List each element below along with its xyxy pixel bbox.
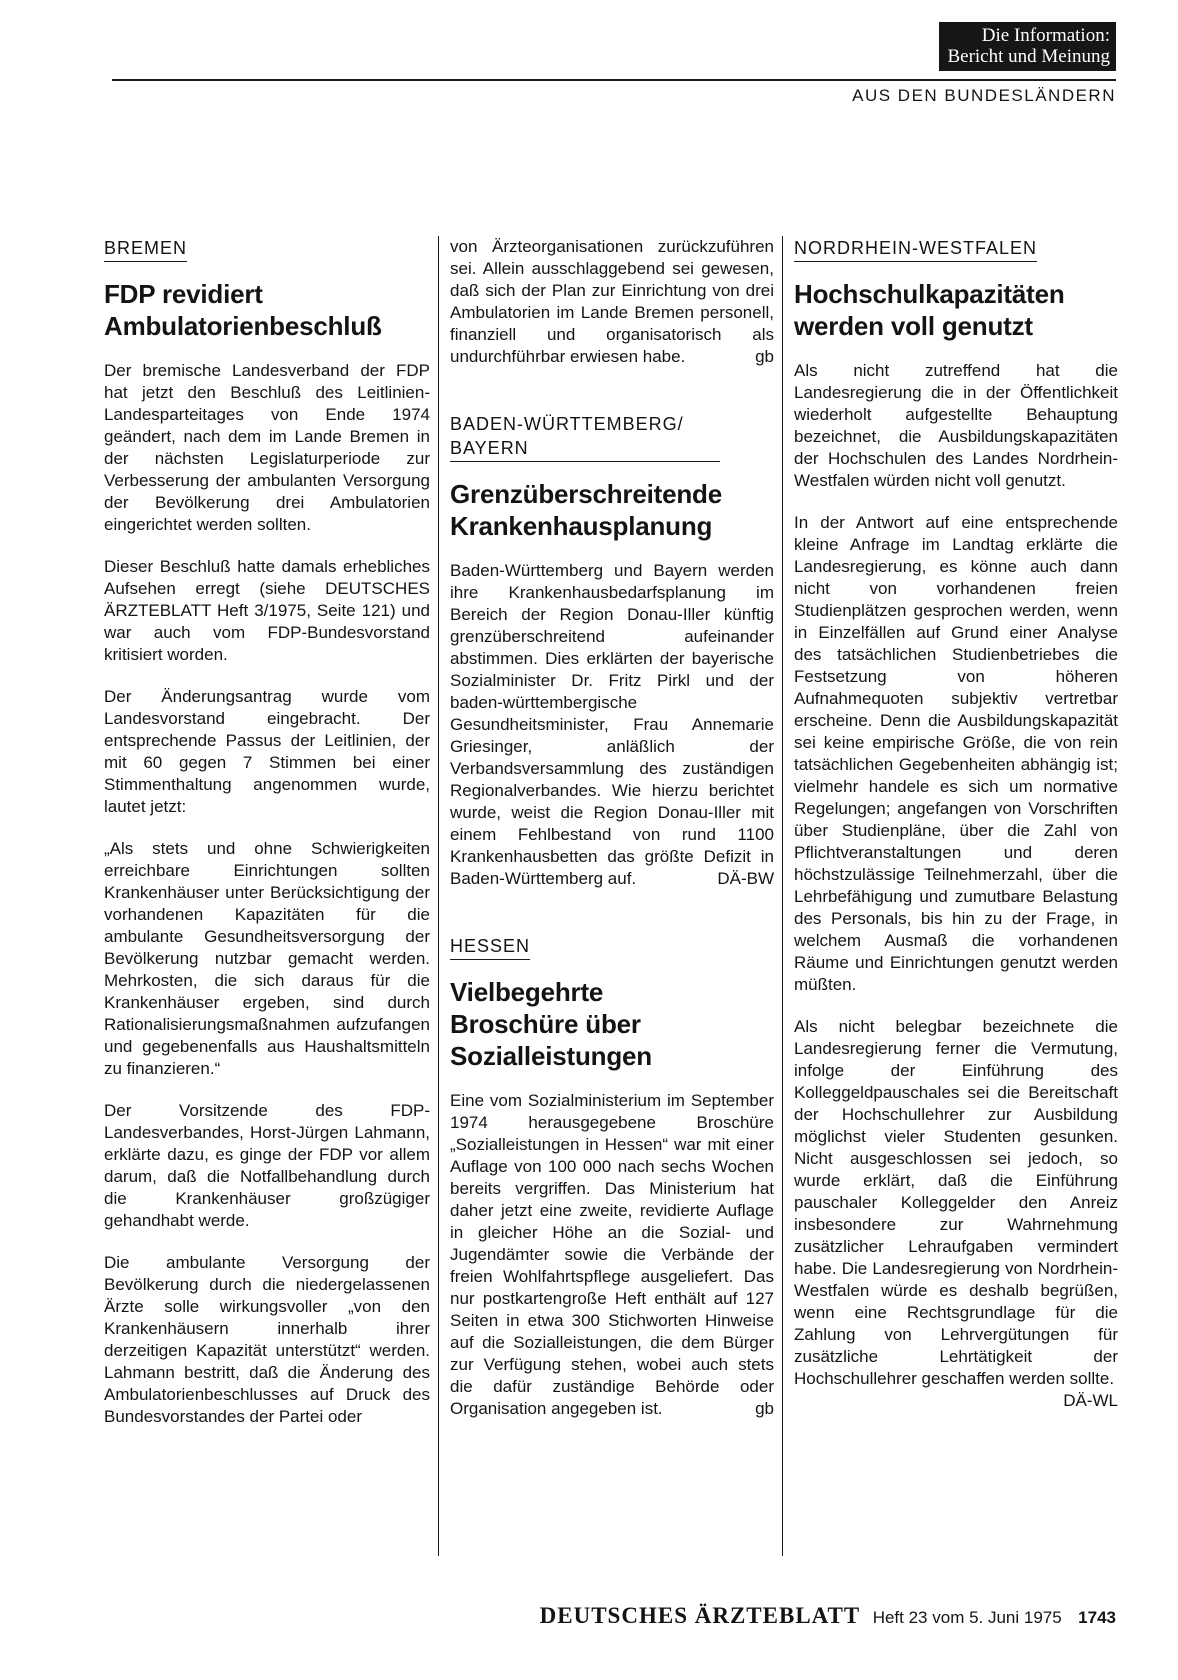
paragraph: Der Änderungsantrag wurde vom Landesvorstand eingebracht. Der entsprechende Passus der Leitlinien, der mit 60 gegen 7 Stimmen bei einer Stimmenthaltung angenommen wurde, lautet jetzt: (104, 687, 430, 816)
region-label-bremen: BREMEN (104, 236, 187, 262)
paragraph: Der bremische Landesverband der FDP hat jetzt den Beschluß des Leitlinien-Landesparteitages von Ende 1974 geändert, nach dem im Lande Bremen in der nächsten Legislaturperiode zur Verbesserung der ambulanten Versorgung der Bevölkerung drei Ambulatorien eingerichtet werden sollten. (104, 361, 430, 534)
paragraph: Die ambulante Versorgung der Bevölkerung durch die niedergelassenen Ärzte solle wirkungsvoller „von den Krankenhäusern innerhalb ihrer derzeitigen Kapazität unterstützt“ werden. Lahmann bestritt, daß die Änderung des Ambulatorienbeschlusses auf Druck des Bundesvorstandes der Partei oder (104, 1253, 430, 1426)
paragraph: „Als stets und ohne Schwierigkeiten erreichbare Einrichtungen sollten Krankenhäuser unter Berücksichtigung der vorhandenen Kapazitäten für die ambulante Gesundheitsversorgung der Bevölkerung nutzbar gemacht werden. Mehrkosten, die sich daraus für die Krankenhäuser ergeben, sind durch Rationalisierungsmaßnahmen aufzufangen und gegebenenfalls aus Haushaltsmitteln zu finanzieren.“ (104, 839, 430, 1078)
paragraph (794, 1016, 1118, 1410)
paragraph: Als nicht zutreffend hat die Landesregierung die in der Öffentlichkeit wiederholt aufgestellte Behauptung bezeichnet, die Ausbildungskapazitäten der Hochschulen des Landes Nordrhein-Westfalen würden nicht voll genutzt. (794, 361, 1118, 490)
issue-info: Heft 23 vom 5. Juni 1975 (872, 1608, 1062, 1627)
paragraph-text: Baden-Württemberg und Bayern werden ihre Krankenhausbedarfsplanung im Bereich der Region Donau-Iller künftig grenzüberschreitend aufeinander abstimmen. Dies erklärten der bayerische Sozialminister Dr. Fritz Pirkl und der baden-württembergische Gesundheitsminister, Frau Annemarie Griesinger, anläßlich der Verbandsversammlung des zuständigen Regionalverbandes. Wie hierzu berichtet wurde, weist die Region Donau-Iller mit einem Fehlbestand von rund 1100 Krankenhausbetten das größte Defizit in Baden-Württemberg auf. (450, 561, 774, 888)
page-number: 1743 (1078, 1608, 1116, 1627)
page-footer (500, 1603, 1116, 1629)
journal-name: DEUTSCHES ÄRZTEBLATT (539, 1603, 861, 1628)
signature: DÄ-WL (1063, 1391, 1118, 1410)
continuation-text: von Ärzteorganisationen zurückzuführen sei. Allein ausschlaggebend sei gewesen, daß sich der Plan zur Einrichtung von drei Ambulatorien im Lande Bremen personell, finanziell und organisatorisch als undurchführbar erwiesen habe. (450, 237, 774, 366)
region-label-hessen: HESSEN (450, 934, 530, 960)
rubric-line-1: Die Information: (981, 25, 1110, 46)
column-2 (450, 236, 774, 1566)
column-1 (104, 236, 430, 1566)
section-label: AUS DEN BUNDESLÄNDERN (852, 86, 1116, 105)
rubric-badge (939, 22, 1116, 71)
column-divider-2 (782, 236, 783, 1556)
column-3 (794, 236, 1118, 1566)
headline-bremen: FDP revidiert Ambulatorienbeschluß (104, 279, 382, 341)
paragraph-text: Eine vom Sozialministerium im September 1974 herausgegebene Broschüre „Sozialleistungen in Hessen“ war mit einer Auflage von 100 000 nach sechs Wochen bereits vergriffen. Das Ministerium hat daher jetzt eine zweite, revidierte Auflage in gleicher Höhe an die Sozial- und Jugendämter sowie die Verbände der freien Wohlfahrtspflege ausgeliefert. Das nur postkartengroße Heft enthält auf 127 Seiten in etwa 300 Stichworten Hinweise auf die Sozialleistungen, die dem Bürger zur Verfügung stehen, wobei auch stets die dafür zuständige Behörde oder Organisation angegeben ist. (450, 1091, 774, 1418)
region-label-nrw: NORDRHEIN-WESTFALEN (794, 236, 1037, 262)
headline-nrw: Hochschulkapazitäten werden voll genutzt (794, 279, 1065, 341)
signature: DÄ-BW (717, 869, 774, 888)
paragraph: Der Vorsitzende des FDP-Landesverbandes, Horst-Jürgen Lahmann, erklärte dazu, es ginge der FDP vor allem darum, daß die Notfallbehandlung durch die Krankenhäuser großzügiger gehandhabt werde. (104, 1101, 430, 1230)
headline-hessen: Vielbegehrte Broschüre über Sozialleistungen (450, 977, 652, 1071)
header-rule (112, 79, 1116, 81)
signature: gb (755, 1399, 774, 1418)
paragraph-text: Als nicht belegbar bezeichnete die Landesregierung ferner die Vermutung, infolge der Einführung des Kolleggeldpauschales sei die Bereitschaft der Hochschullehrer zur Ausbildung möglichst vieler Studenten gesunken. Nicht ausgeschlossen sei jedoch, so wurde erklärt, daß die Einführung pauschaler Kolleggelder den Anreiz insbesondere zur Wahrnehmung zusätzlicher Lehraufgaben vermindert habe. Die Landesregierung von Nordrhein-Westfalen würde es deshalb begrüßen, wenn eine Rechtsgrundlage für die Zahlung von Lehrvergütungen für zusätzliche Lehrtätigkeit der Hochschullehrer geschaffen werden sollte. (794, 1017, 1118, 1388)
column-divider-1 (438, 236, 439, 1556)
headline-bw-bayern: Grenzüberschreitende Krankenhausplanung (450, 479, 722, 541)
paragraph-continuation (450, 236, 774, 368)
paragraph: Dieser Beschluß hatte damals erhebliches Aufsehen erregt (siehe DEUTSCHES ÄRZTEBLATT Heft 3/1975, Seite 121) und war auch vom FDP-Bundesvorstand kritisiert worden. (104, 557, 430, 664)
paragraph (450, 1090, 774, 1420)
region-label-bw-bayern: BADEN-WÜRTTEMBERG/ BAYERN (450, 412, 720, 462)
paragraph: In der Antwort auf eine entsprechende kleine Anfrage im Landtag erklärte die Landesregierung, es könne auch dann nicht von vorhandenen freien Studienplätzen gesprochen werden, wenn in Einzelfällen auf Grund einer Analyse des tatsächlichen Studienbetriebes die Festsetzung von höheren Aufnahmequoten subjektiv vertretbar erscheine. Denn die Ausbildungskapazität sei keine empirische Größe, die von rein tatsächlichen Gegebenheiten abhängig ist; vielmehr handele es sich um normative Regelungen; angefangen von Vorschriften über Studienpläne, über die Zahl von Pflichtveranstaltungen und deren höchstzulässige Teilnehmerzahl, über die Lehrbefähigung und zumutbare Belastung des Personals, bis hin zu der Frage, in welchem Ausmaß die vorhandenen Räume und Einrichtungen genutzt werden müßten. (794, 513, 1118, 994)
paragraph (450, 560, 774, 890)
signature: gb (755, 347, 774, 366)
rubric-line-2: Bericht und Meinung (947, 46, 1110, 67)
